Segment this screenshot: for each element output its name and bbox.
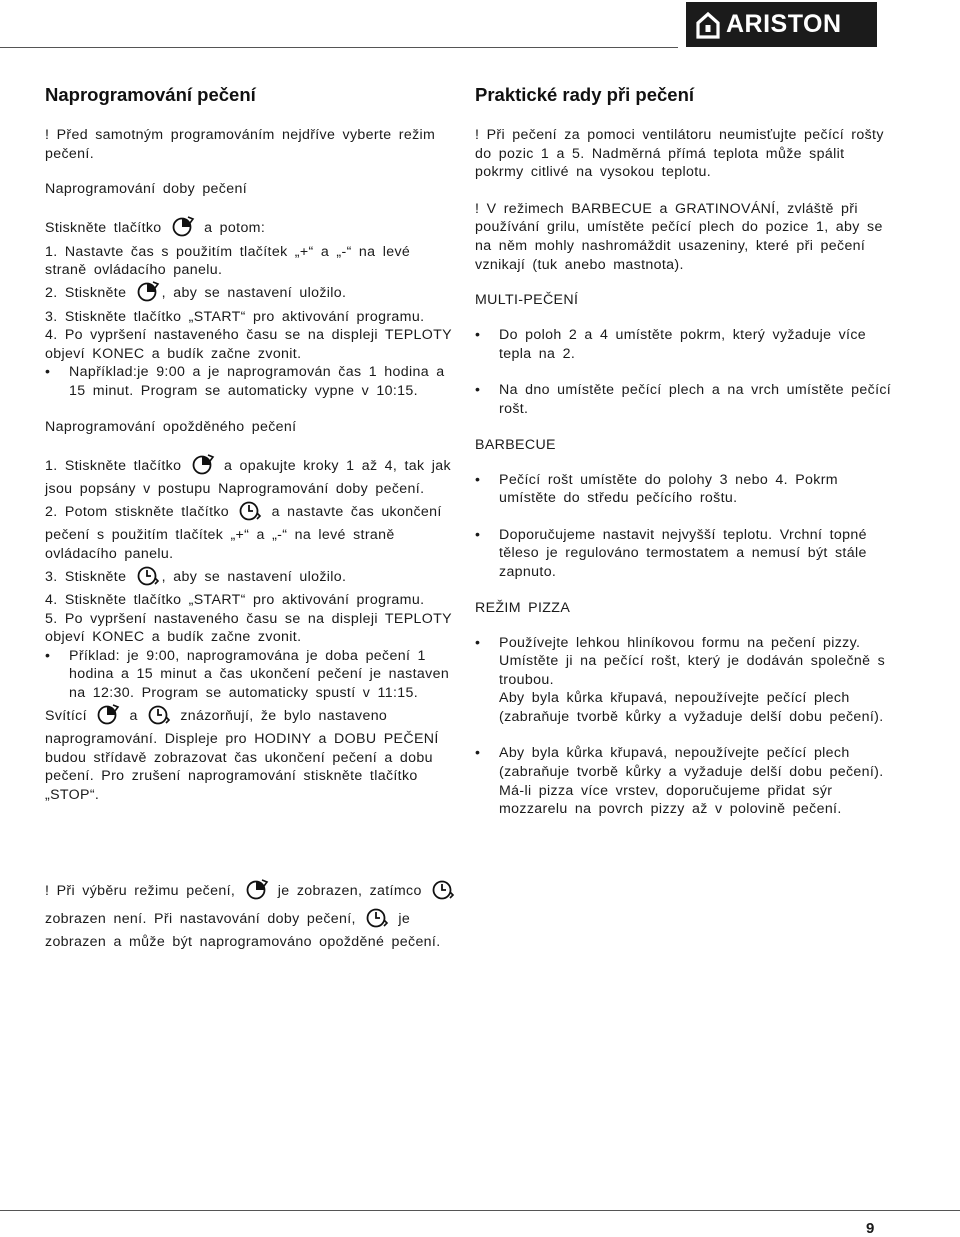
clock-arrow-icon — [96, 703, 120, 731]
delayed-step-1: 1. Stiskněte tlačítko a opakujte kroky 1 až 4, tak jak jsou popsány v postupu Naprogramování doby pečení. — [45, 453, 457, 499]
delayed-indicator-note: Svítící a znázorňují, že bylo nastaveno naprogramování. Displeje pro HODINY a DOBU PEČENÍ budou střídavě zobrazovat čas ukončení pečení a dobu pečení. Pro zrušení naprogramování stiskněte tlačítko „STOP“. — [45, 703, 457, 805]
brand-name: ARISTON — [726, 10, 842, 38]
clock-arrow-icon — [171, 215, 195, 243]
page-number: 9 — [866, 1220, 875, 1237]
clock-end-icon — [147, 703, 171, 731]
delayed-example: • Příklad: je 9:00, naprogramována je doba pečení 1 hodina a 15 minut a čas ukončení pečení je nastaven na 12:30. Program se automaticky spustí v 11:15. — [45, 647, 457, 703]
pizza-heading: REŽIM PIZZA — [475, 599, 571, 616]
clock-arrow-icon — [191, 453, 215, 481]
barbecue-item: • Doporučujeme nastavit nejvyšší teplotu. Vrchní topné těleso je regulováno termostatem a nemusí být stále zapnuto. — [475, 526, 895, 582]
left-column — [45, 84, 457, 805]
section-title-tips: Praktické rady při pečení — [475, 84, 695, 105]
multi-item: • Na dno umístěte pečící plech a na vrch umístěte pečící rošt. — [475, 381, 895, 418]
header-rule — [0, 47, 678, 48]
pizza-item: • Používejte lehkou hliníkovou formu na pečení pizzy. Umístěte ji na pečící rošt, který je dodáván společně s troubou. Aby byla kůrka křupavá, nepoužívejte pečící plech (zabraňuje tvorbě kůrky a vyžaduje delší dobu pečení). — [475, 634, 895, 727]
pizza-item: • Aby byla kůrka křupavá, nepoužívejte pečící plech (zabraňuje tvorbě kůrky a vyžaduje delší dobu pečení). Má-li pizza více vrstev, doporučujeme přidat sýr mozzarelu na povrch pizzy až v polovině pečení. — [475, 744, 895, 818]
intro-note: ! Před samotným programováním nejdříve vyberte režim pečení. — [45, 127, 436, 162]
delayed-step-3: 3. Stiskněte , aby se nastavení uložilo. — [45, 564, 457, 592]
delayed-step-5: 5. Po vypršení nastaveného času se na displeji TEPLOTY objeví KONEC a budík začne zvonit. — [45, 610, 452, 646]
house-outline-icon — [696, 11, 720, 39]
delayed-step-2: 2. Potom stiskněte tlačítko a nastavte čas ukončení pečení s použitím tlačítek „+“ a „-“ na levé straně ovládacího panelu. — [45, 499, 457, 564]
clock-end-icon — [238, 499, 262, 527]
duration-example: • Například:je 9:00 a je naprogramován čas 1 hodina a 15 minut. Program se automaticky vypne v 10:15. — [45, 363, 457, 400]
barbecue-heading: BARBECUE — [475, 436, 556, 453]
duration-step-4: 4. Po vypršení nastaveného času se na displeji TEPLOTY objeví KONEC a budík začne zvonit. — [45, 327, 452, 362]
footer-rule — [0, 1210, 960, 1211]
duration-press: Stiskněte tlačítko a potom: — [45, 215, 457, 243]
tip-fan: ! Při pečení za pomoci ventilátoru neumisťujte pečící rošty do pozic 1 a 5. Nadměrná přímá teplota může spálit pokrmy citlivé na vysokou teplotu. — [475, 127, 884, 181]
delayed-step-4: 4. Stiskněte tlačítko „START“ pro aktivování programu. — [45, 592, 425, 609]
barbecue-item: • Pečící rošt umístěte do polohy 3 nebo 4. Pokrm umístěte do středu pečícího roštu. — [475, 471, 895, 508]
section-title-programming: Naprogramování pečení — [45, 84, 256, 105]
right-column — [475, 84, 895, 819]
clock-arrow-icon — [245, 878, 269, 906]
clock-arrow-icon — [136, 280, 160, 308]
selection-note: ! Při výběru režimu pečení, je zobrazen, zatímco zobrazen není. Při nastavování doby pečení, je zobrazen a může být naprogramováno opožděné pečení. — [45, 878, 457, 952]
duration-heading: Naprogramování doby pečení — [45, 181, 248, 198]
tip-barbecue: ! V režimech BARBECUE a GRATINOVÁNÍ, zvláště při používání grilu, umístěte pečící plech do pozice 1, aby se na něm mohly nashromáždit usazeniny, které při pečení vznikají (tuk anebo mastnota). — [475, 200, 883, 273]
delayed-heading: Naprogramování opožděného pečení — [45, 418, 297, 435]
duration-step-2: 2. Stiskněte , aby se nastavení uložilo. — [45, 280, 457, 308]
clock-end-icon — [136, 564, 160, 592]
duration-step-3: 3. Stiskněte tlačítko „START“ pro aktivování programu. — [45, 308, 425, 325]
clock-end-icon — [431, 878, 455, 906]
clock-end-icon — [365, 906, 389, 934]
multi-item: • Do poloh 2 a 4 umístěte pokrm, který vyžaduje více tepla na 2. — [475, 326, 895, 363]
duration-step-1: 1. Nastavte čas s použitím tlačítek „+“ a „-“ na levé straně ovládacího panelu. — [45, 243, 411, 279]
multi-heading: MULTI-PEČENÍ — [475, 292, 579, 309]
brand-logo — [686, 2, 877, 47]
